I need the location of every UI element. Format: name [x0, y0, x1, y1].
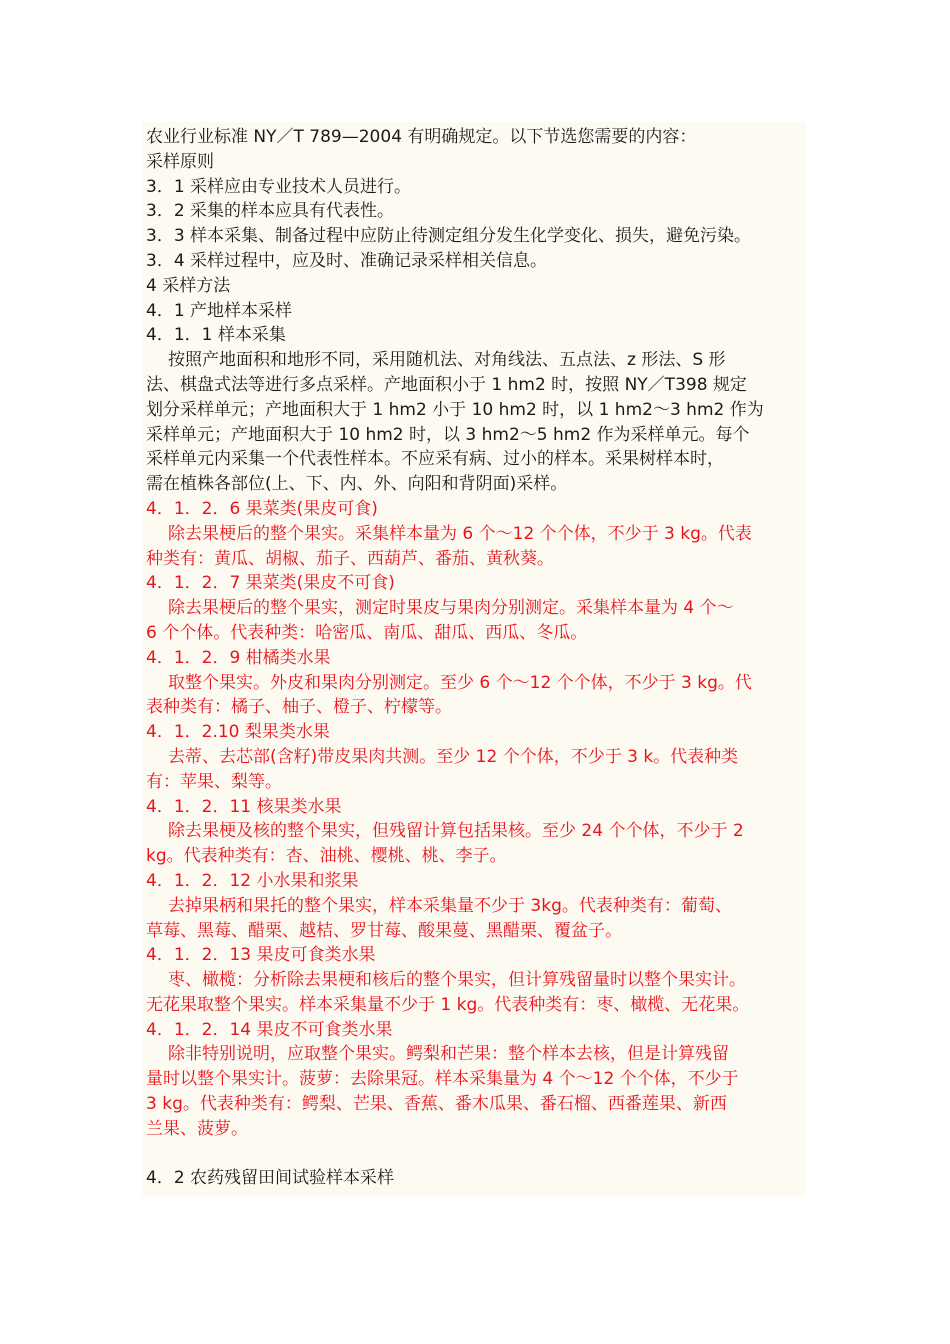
section-4-2-title: 4．2 农药残留田间试验样本采样 [146, 1168, 395, 1189]
blank-line [146, 1142, 806, 1167]
category-line: 兰果、菠萝。 [146, 1118, 248, 1139]
category-line: 表种类有：橘子、柚子、橙子、柠檬等。 [146, 697, 452, 718]
section-4-1-1-line: 需在植株各部位(上、下、内、外、向阳和背阴面)采样。 [146, 474, 568, 495]
section-4-1-title: 4．1 产地样本采样 [146, 300, 293, 321]
category-line: 枣、橄榄：分析除去果梗和核后的整个果实，但计算残留量时以整个果实计。 [168, 970, 746, 991]
category-line: 无花果取整个果实。样本采集量不少于 1 kg。代表种类有：枣、橄榄、无花果。 [146, 994, 750, 1015]
section-3-title: 采样原则 [146, 151, 214, 172]
category-heading: 4．1．2.10 梨果类水果 [146, 722, 330, 743]
document-body [142, 122, 806, 1196]
category-line: 种类有：黄瓜、胡椒、茄子、西葫芦、番茄、黄秋葵。 [146, 548, 554, 569]
category-heading: 4．1．2．12 小水果和浆果 [146, 870, 359, 891]
section-4-title: 4 采样方法 [146, 275, 231, 296]
section-3-item: 3．2 采集的样本应具有代表性。 [146, 201, 395, 222]
section-4-1-1-line: 采样单元；产地面积大于 10 hm2 时，以 3 hm2～5 hm2 作为采样单元。每个 [146, 424, 750, 445]
category-line: 除去果梗后的整个果实，测定时果皮与果肉分别测定。采集样本量为 4 个～ [168, 598, 734, 619]
category-line: 有：苹果、梨等。 [146, 771, 282, 792]
intro-text: 农业行业标准 NY／T 789—2004 有明确规定。以下节选您需要的内容： [146, 127, 697, 147]
category-line: 草莓、黑莓、醋栗、越桔、罗甘莓、酸果蔓、黑醋栗、覆盆子。 [146, 920, 622, 941]
section-3-item: 3．3 样本采集、制备过程中应防止待测定组分发生化学变化、损失，避免污染。 [146, 226, 752, 247]
category-line: kg。代表种类有：杏、油桃、樱桃、桃、李子。 [146, 846, 507, 867]
category-heading: 4．1．2．11 核果类水果 [146, 796, 342, 817]
section-4-1-1-line: 法、棋盘式法等进行多点采样。产地面积小于 1 hm2 时，按照 NY／T398 规定 [146, 374, 747, 395]
category-line: 去蒂、去芯部(含籽)带皮果肉共测。至少 12 个个体，不少于 3 k。代表种类 [168, 746, 739, 767]
category-line: 量时以整个果实计。菠萝：去除果冠。样本采集量为 4 个～12 个个体，不少于 [146, 1069, 739, 1090]
category-heading: 4．1．2．6 果菜类(果皮可食) [146, 498, 378, 519]
category-line: 取整个果实。外皮和果肉分别测定。至少 6 个～12 个个体，不少于 3 kg。代 [168, 672, 752, 693]
category-heading: 4．1．2．9 柑橘类水果 [146, 647, 331, 668]
section-3-item: 3．1 采样应由专业技术人员进行。 [146, 176, 412, 197]
category-line: 除去果梗后的整个果实。采集样本量为 6 个～12 个个体，不少于 3 kg。代表 [168, 523, 752, 544]
section-4-1-1-line: 采样单元内采集一个代表性样本。不应采有病、过小的样本。采果树样本时， [146, 449, 724, 470]
section-4-1-1-title: 4．1．1 样本采集 [146, 325, 286, 346]
section-3-item: 3．4 采样过程中，应及时、准确记录采样相关信息。 [146, 250, 548, 271]
category-line: 除非特别说明，应取整个果实。鳄梨和芒果：整个样本去核，但是计算残留 [168, 1044, 729, 1065]
category-line: 6 个个体。代表种类：哈密瓜、南瓜、甜瓜、西瓜、冬瓜。 [146, 622, 588, 643]
category-heading: 4．1．2．14 果皮不可食类水果 [146, 1019, 393, 1040]
category-heading: 4．1．2．7 果菜类(果皮不可食) [146, 573, 395, 594]
section-4-1-1-line: 按照产地面积和地形不同，采用随机法、对角线法、五点法、z 形法、S 形 [168, 350, 726, 371]
section-4-1-1-line: 划分采样单元；产地面积大于 1 hm2 小于 10 hm2 时，以 1 hm2～3 hm2 作为 [146, 399, 764, 420]
category-heading: 4．1．2．13 果皮可食类水果 [146, 945, 376, 966]
category-line: 3 kg。代表种类有：鳄梨、芒果、香蕉、番木瓜果、番石榴、西番莲果、新西 [146, 1094, 727, 1115]
category-line: 去掉果柄和果托的整个果实，样本采集量不少于 3kg。代表种类有：葡萄、 [168, 895, 732, 916]
category-line: 除去果梗及核的整个果实，但残留计算包括果核。至少 24 个个体，不少于 2 [168, 821, 744, 842]
